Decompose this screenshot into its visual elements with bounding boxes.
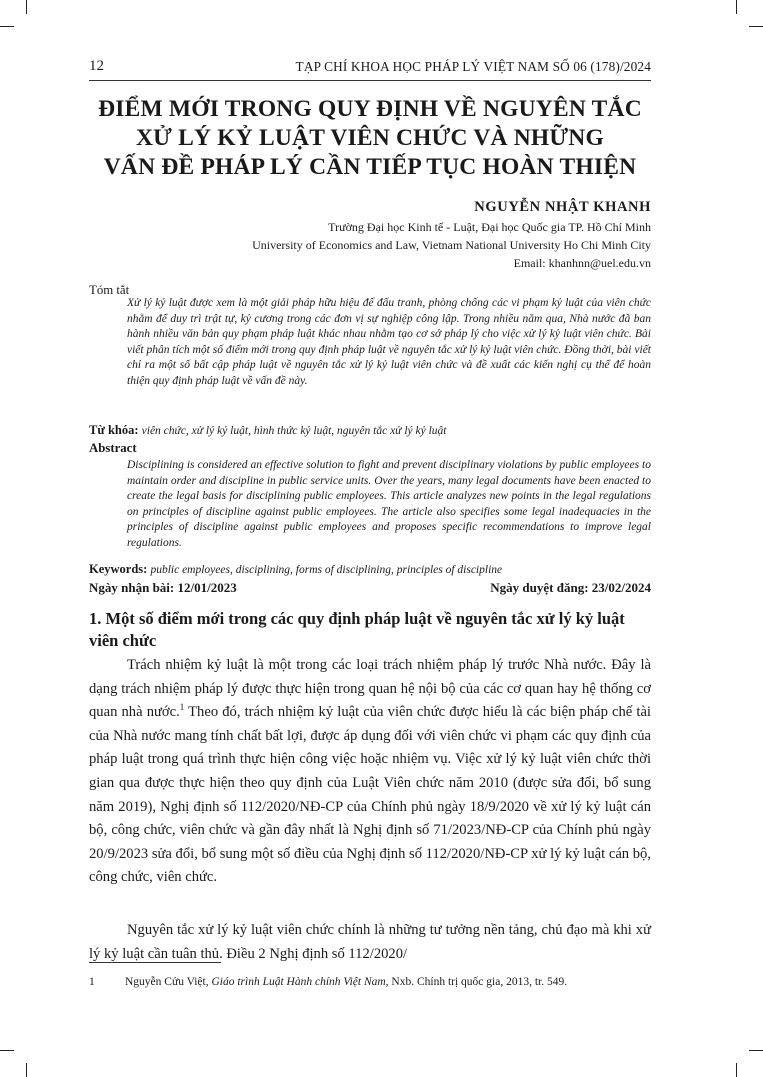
summary-text: Xử lý kỷ luật được xem là một giải pháp hữu hiệu để đấu tranh, phòng chống các vi phạm kỷ luật của viên chức nhằm để duy trì trật tự, kỷ cương trong các đơn vị sự nghiệp công lập. Trong nhiều năm qua, Nhà nước đã ban hành nhiều văn bản quy phạm pháp luật khác nhau nhằm tạo cơ sở pháp lý cho việc xử lý kỷ luật viên chức. Bài viết phân tích một số điểm mới trong quy định pháp luật về nguyên tắc xử lý kỷ luật viên chức. Đồng thời, bài viết chỉ ra một số bất cập pháp luật về nguyên tắc xử lý kỷ luật viên chức và đề xuất các kiến nghị cụ thể để hoàn thiện quy định pháp luật về vấn đề này. — [127, 297, 651, 387]
keywords-vi-list: viên chức, xử lý kỷ luật, hình thức kỷ luật, nguyên tắc xử lý kỷ luật — [141, 425, 447, 437]
footnote-author: Nguyễn Cửu Việt, — [125, 976, 212, 988]
crop-mark-bottom-right-v — [736, 1063, 737, 1077]
crop-mark-bottom-right — [749, 1050, 763, 1051]
section-heading: 1. Một số điểm mới trong các quy định pháp luật về nguyên tắc xử lý kỷ luật viên chức — [89, 609, 625, 650]
summary-heading: Tóm tắt — [89, 283, 130, 297]
footnote-ref[interactable]: 1 — [179, 702, 185, 713]
footnote-number: 1 — [89, 976, 95, 988]
abstract-text: Disciplining is considered an effective solution to fight and prevent disciplinary violations by public employees to maintain order and discipline in public service units. Over the years, many legal documents have been enacted to create the legal basis for disciplining public employees. This article analyzes new points in the legal regulations on principles of discipline against public employees. The article also specifies some legal inadequacies in the principles of discipline against public employees and proposes specific recommendations to improve legal regulations. — [127, 459, 651, 549]
keywords-vi-label: Từ khóa: — [89, 423, 139, 437]
page-number: 12 — [89, 58, 104, 74]
p1-text-a: Trách nhiệm kỷ luật là một trong các loại trách nhiệm pháp lý trước Nhà nước. Đây là dạng trách nhiệm pháp lý được thực hiện trong quan hệ nội bộ của các cơ quan hay hệ thống cơ quan nhà nước. — [89, 657, 651, 721]
crop-mark-top-left — [0, 26, 14, 27]
footnote-book: Giáo trình Luật Hành chính Việt Nam — [211, 976, 386, 988]
crop-mark-bottom-left — [0, 1050, 14, 1051]
article-title — [89, 95, 651, 182]
crop-mark-top-right — [749, 26, 763, 27]
running-header — [89, 58, 651, 81]
author-name: NGUYỄN NHẬT KHANH — [474, 199, 651, 215]
title-line-3: VẤN ĐỀ PHÁP LÝ CẦN TIẾP TỤC HOÀN THIỆN — [103, 154, 637, 180]
keywords-vi — [89, 423, 651, 438]
keywords-en — [89, 562, 651, 577]
title-line-1: ĐIỂM MỚI TRONG QUY ĐỊNH VỀ NGUYÊN TẮC — [98, 96, 642, 122]
p1-text-b: Theo đó, trách nhiệm kỷ luật của viên chức được hiểu là các biện pháp chế tài của Nhà nước mang tính chất bất lợi, được áp dụng đối với viên chức vi phạm các quy định của pháp luật trong quá trình thực hiện công việc hoặc nhiệm vụ. Việc xử lý kỷ luật viên chức thời gian qua được thực hiện theo quy định của Luật Viên chức năm 2010 (được sửa đổi, bổ sung năm 2019), Nghị định số 112/2020/NĐ-CP của Chính phủ ngày 18/9/2020 về xử lý kỷ luật cán bộ, công chức, viên chức và gần đây nhất là Nghị định số 71/2023/NĐ-CP của Chính phủ ngày 20/9/2023 sửa đổi, bổ sung một số điều của Nghị định số 112/2020/NĐ-CP xử lý kỷ luật cán bộ, công chức, viên chức. — [89, 704, 651, 886]
footnote-rest: , Nxb. Chính trị quốc gia, 2013, tr. 549. — [385, 976, 568, 988]
crop-mark-top-right-v — [736, 0, 737, 14]
keywords-en-list: public employees, disciplining, forms of disciplining, principles of discipline — [150, 564, 503, 576]
affiliation-en: University of Economics and Law, Vietnam National University Ho Chi Minh City — [252, 238, 651, 252]
article-dates — [89, 580, 651, 596]
accepted-date: Ngày duyệt đăng: 23/02/2024 — [490, 580, 651, 595]
body-paragraph-1 — [89, 654, 651, 890]
footnote — [89, 976, 567, 988]
abstract-heading: Abstract — [89, 441, 137, 455]
crop-mark-bottom-left-v — [26, 1063, 27, 1077]
footnote-rule — [89, 962, 221, 963]
received-date: Ngày nhận bài: 12/01/2023 — [89, 580, 237, 595]
crop-mark-top-left-v — [26, 0, 27, 14]
author-email[interactable]: Email: khanhnn@uel.edu.vn — [513, 256, 651, 270]
body-paragraph-2: Nguyên tắc xử lý kỷ luật viên chức chính là những tư tưởng nền tảng, chủ đạo mà khi xử lý kỷ luật cần tuân thủ. Điều 2 Nghị định số 112/2020/ — [89, 922, 651, 962]
journal-title: TẠP CHÍ KHOA HỌC PHÁP LÝ VIỆT NAM SỐ 06 (178)/2024 — [295, 59, 651, 74]
keywords-en-label: Keywords: — [89, 562, 148, 576]
title-line-2: XỬ LÝ KỶ LUẬT VIÊN CHỨC VÀ NHỮNG — [136, 125, 604, 151]
affiliation-vi: Trường Đại học Kinh tế - Luật, Đại học Quốc gia TP. Hồ Chí Minh — [328, 220, 651, 234]
